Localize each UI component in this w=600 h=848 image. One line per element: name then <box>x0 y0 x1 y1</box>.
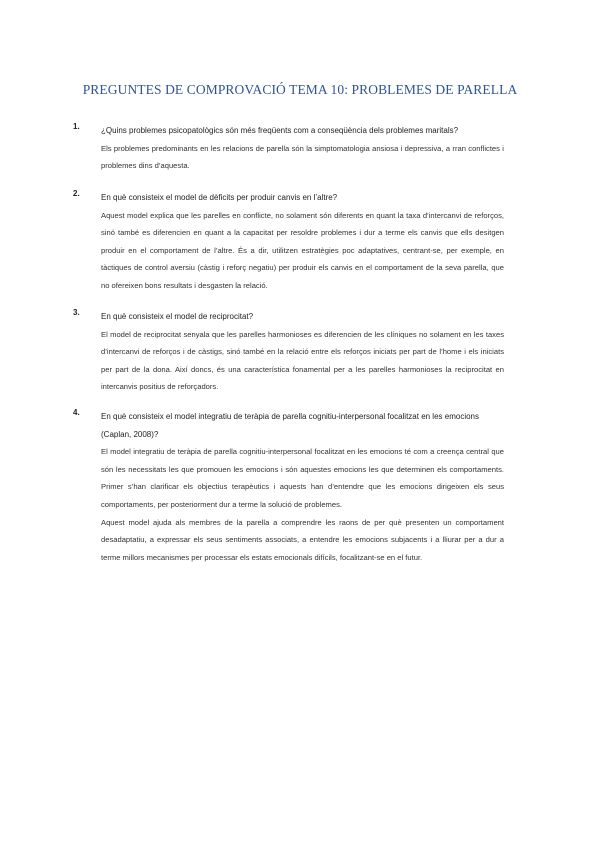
question-text: ¿Quins problemes psicopatològics són més freqüents com a conseqüència dels problemes maritals? <box>101 126 459 135</box>
question-text: En què consisteix el model de dèficits per produir canvis en l’altre? <box>101 193 338 202</box>
answer-paragraph: Aquest model ajuda als membres de la parella a comprendre les raons de per què presenten un comportament desadaptatiu, a expressar els seus sentiments associats, a entendre les emocions subjacents i a lliurar per a dur a terme millors mecanismes per processar els estats emocionals difícils, focalitzant-se en el futur. <box>101 517 504 562</box>
answer-paragraph: Aquest model explica que les parelles en conflicte, no solament són diferents en quant la taxa d’intercanvi de reforços, sinó també es diferencien en quant a la capacitat per resoldre problemes i dur a terme els canvis que ells desitgen produir en el comportament de l’altre. És a dir, utilitzen estratègies poc adaptatives, centrant-se, per exemple, en tàctiques de control aversiu (càstig i reforç negatiu) per produir els canvis en el comportament de la seva parella, que no ofereixen bons resultats i desgasten la relació. <box>101 210 504 290</box>
answer-paragraph: El model de reciprocitat senyala que les parelles harmonioses es diferencien de les clíniques no solament en les taxes d’intercanvi de reforços i de càstigs, sinó també en la relació entre els reforços iniciats per part de l’home i els iniciats per part de la dona. Així doncs, és una característica fonamental per a les parelles harmonioses la reciprocitat en intercanvis positius de reforçadors. <box>101 329 504 392</box>
question-number: 3. <box>73 308 80 317</box>
answer-paragraph: Els problemes predominants en les relacions de parella són la simptomatologia ansiosa i depressiva, a rran conflictes i problemes dins d’aquesta. <box>101 143 504 171</box>
question-text: En què consisteix el model integratiu de teràpia de parella cognitiu-interpersonal focalitzat en les emocions (Caplan, 2008)? <box>101 412 479 439</box>
question-number: 1. <box>73 122 80 131</box>
question-number: 2. <box>73 189 80 198</box>
answer-paragraph: El model integratiu de teràpia de parella cognitiu-interpersonal focalitzat en les emocions té com a creença central que són les necessitats les que promouen les emocions i són aquestes emocions les que determinen els comportaments. Primer s’han clarificar els objectius terapèutics i aquests han d’entendre que les emocions dirigeixen els seus comportaments, per posteriorment dur a terme la solució de problemes. <box>101 447 504 509</box>
question-text: En què consisteix el model de reciprocitat? <box>101 312 254 321</box>
page-title: PREGUNTES DE COMPROVACIÓ TEMA 10: PROBLEMES DE PARELLA <box>82 82 518 97</box>
question-number: 4. <box>73 408 80 417</box>
